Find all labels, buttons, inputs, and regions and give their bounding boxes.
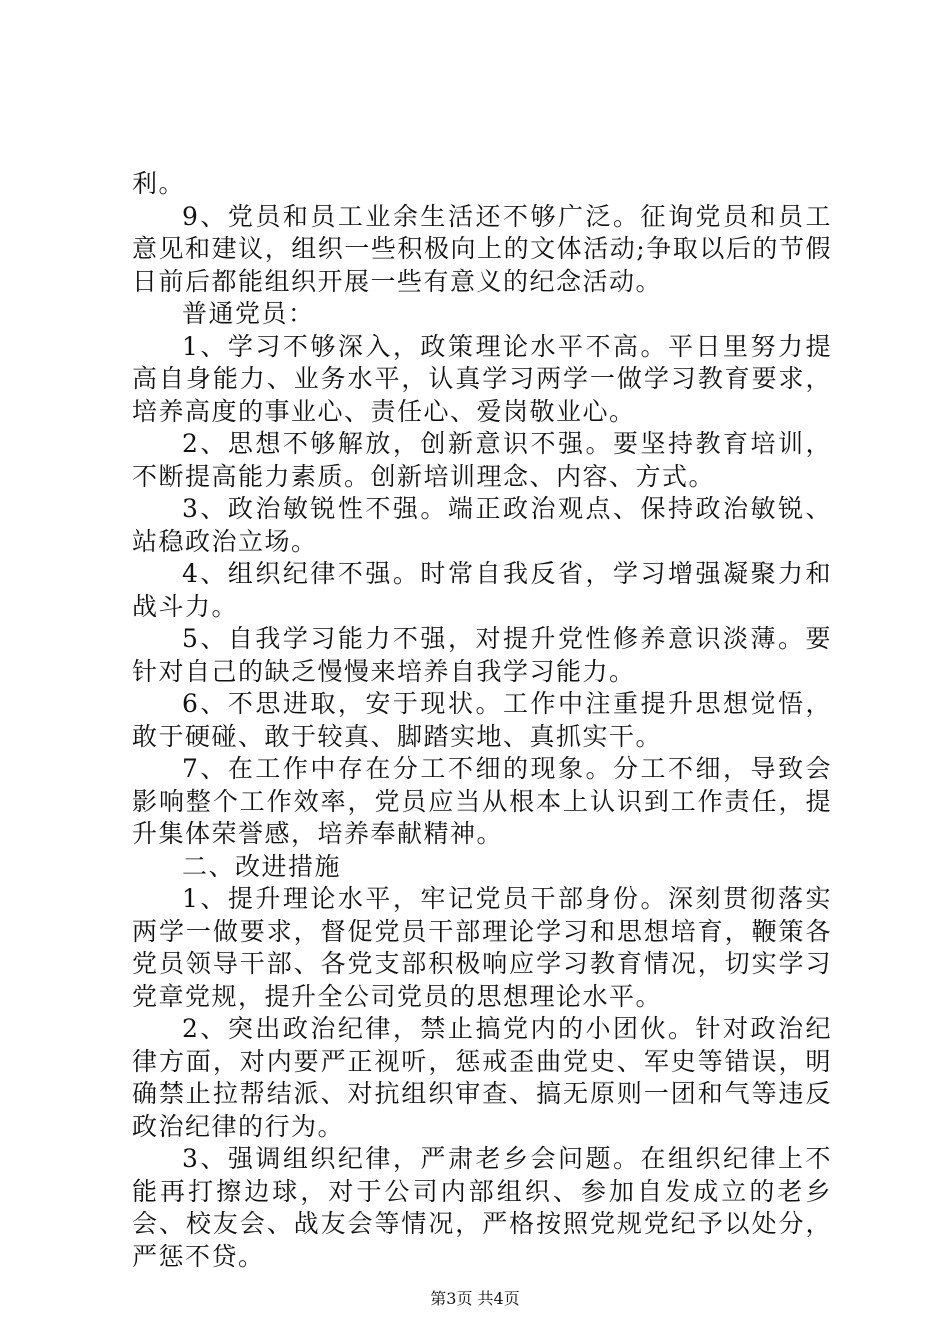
- paragraph: 7、在工作中存在分工不细的现象。分工不细，导致会影响整个工作效率，党员应当从根本上认识到工作责任，提升集体荣誉感，培养奉献精神。: [132, 754, 832, 848]
- section-heading: 二、改进措施: [182, 851, 342, 881]
- paragraph: 1、学习不够深入，政策理论水平不高。平日里努力提高自身能力、业务水平，认真学习两学一做学习教育要求，培养高度的事业心、责任心、爱岗敬业心。: [132, 331, 832, 426]
- paragraph: 6、不思进取，安于现状。工作中注重提升思想觉悟，敢于硬碰、敢于较真、脚踏实地、真抓实干。: [132, 689, 832, 751]
- section-heading: 普通党员：: [182, 299, 315, 328]
- paragraph: 4、组织纪律不强。时常自我反省，学习增强凝聚力和战斗力。: [132, 559, 832, 621]
- paragraph: 9、党员和员工业余生活还不够广泛。征询党员和员工意见和建议，组织一些积极向上的文体活动;争取以后的节假日前后都能组织开展一些有意义的纪念活动。: [132, 201, 832, 296]
- paragraph: 1、提升理论水平，牢记党员干部身份。深刻贯彻落实两学一做要求，督促党员干部理论学习和思想培育，鞭策各党员领导干部、各党支部积极响应学习教育情况，切实学习党章党规，提升全公司党员的思想理论水平。: [132, 884, 832, 1011]
- paragraph: 2、思想不够解放，创新意识不强。要坚持教育培训，不断提高能力素质。创新培训理念、内容、方式。: [132, 429, 832, 491]
- page-number: 第3页 共4页: [430, 1289, 520, 1308]
- paragraph: 5、自我学习能力不强，对提升党性修养意识淡薄。要针对自己的缺乏慢慢来培养自我学习能力。: [132, 624, 832, 686]
- paragraph: 3、政治敏锐性不强。端正政治观点、保持政治敏锐、站稳政治立场。: [132, 494, 832, 556]
- paragraph: 2、突出政治纪律，禁止搞党内的小团伙。针对政治纪律方面，对内要严正视听，惩戒歪曲党史、军史等错误，明确禁止拉帮结派、对抗组织审查、搞无原则一团和气等违反政治纪律的行为。: [132, 1014, 832, 1141]
- document-body: [132, 168, 832, 1273]
- paragraph: 3、强调组织纪律，严肃老乡会问题。在组织纪律上不能再打擦边球，对于公司内部组织、参加自发成立的老乡会、校友会、战友会等情况，严格按照党规党纪予以处分，严惩不贷。: [132, 1144, 832, 1271]
- paragraph: 利。: [132, 169, 186, 198]
